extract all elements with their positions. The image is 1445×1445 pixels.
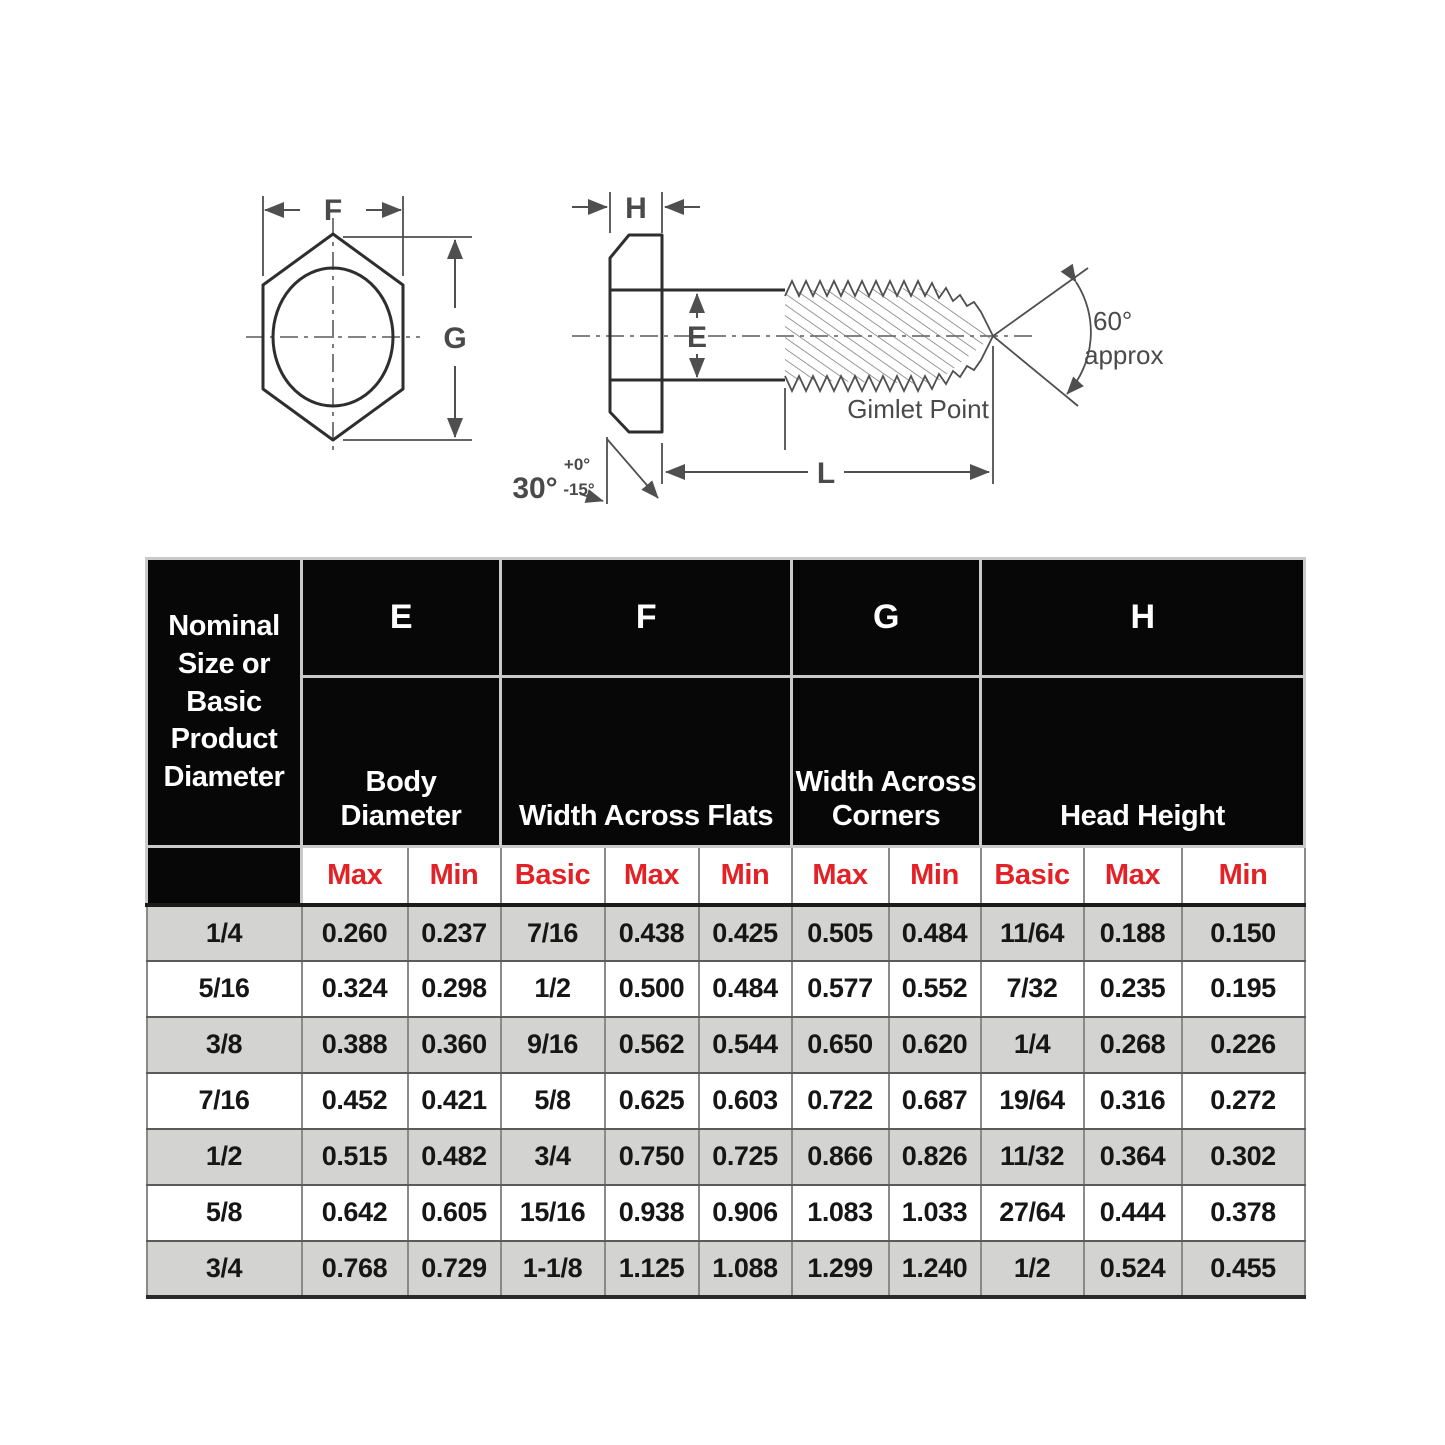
table-value-cell: 0.272 [1182,1073,1305,1129]
table-value-cell: 0.302 [1182,1129,1305,1185]
table-value-cell: 0.364 [1084,1129,1182,1185]
drawing-svg [140,150,1220,550]
table-row [147,1129,1305,1185]
table-value-cell: 0.268 [1084,1017,1182,1073]
label-G: G [443,322,467,355]
sub-header-label: Basic [981,847,1084,905]
table-value-cell: 0.620 [889,1017,981,1073]
table-value-cell: 0.687 [889,1073,981,1129]
table-value-cell: 15/16 [501,1185,605,1241]
group-name-width-across-corners: Width Across Corners [792,677,981,847]
sub-header-label: Max [605,847,699,905]
label-E: E [686,321,708,354]
sub-header-row [147,847,1305,905]
label-H: H [625,192,647,225]
table-value-cell: 0.452 [302,1073,408,1129]
group-header-F: F [501,559,792,677]
table-value-cell: 0.577 [792,961,889,1017]
table-value-cell: 0.725 [699,1129,792,1185]
table-value-cell: 0.388 [302,1017,408,1073]
table-value-cell: 27/64 [981,1185,1084,1241]
table-value-cell: 0.235 [1084,961,1182,1017]
sub-header-label: Max [792,847,889,905]
spec-table-body [147,905,1305,1297]
lag-screw-dimension-table [145,557,1306,1299]
head-side-outline [610,235,662,432]
table-value-cell: 0.195 [1182,961,1305,1017]
table-value-cell: 1.088 [699,1241,792,1297]
table-value-cell: 1/2 [501,961,605,1017]
row-nominal-size-cell: 1/4 [147,905,302,961]
label-60-degrees: 60° [1093,306,1133,336]
table-value-cell: 1.240 [889,1241,981,1297]
header-group-name-row [147,677,1305,847]
header-group-letter-row [147,559,1305,677]
table-row [147,961,1305,1017]
row-nominal-size-cell: 3/8 [147,1017,302,1073]
table-row [147,1241,1305,1297]
table-value-cell: 0.150 [1182,905,1305,961]
table-value-cell: 1.033 [889,1185,981,1241]
table-value-cell: 0.260 [302,905,408,961]
table-value-cell: 0.324 [302,961,408,1017]
label-30-degrees: 30° [512,472,558,505]
table-value-cell: 1.299 [792,1241,889,1297]
table-row [147,1185,1305,1241]
label-approx: approx [1084,340,1164,370]
table-value-cell: 0.482 [408,1129,501,1185]
table-value-cell: 0.425 [699,905,792,961]
label-tolerance-minus: -15° [563,480,595,499]
table-value-cell: 1.125 [605,1241,699,1297]
sub-header-label: Min [699,847,792,905]
table-value-cell: 0.515 [302,1129,408,1185]
label-L: L [816,457,836,490]
table-value-cell: 1/2 [981,1241,1084,1297]
table-value-cell: 0.722 [792,1073,889,1129]
table-value-cell: 0.421 [408,1073,501,1129]
head-chamfer-angle-annotation [512,437,658,505]
table-value-cell: 0.484 [889,905,981,961]
table-value-cell: 0.826 [889,1129,981,1185]
row-nominal-size-cell: 5/8 [147,1185,302,1241]
row-nominal-size-cell: 1/2 [147,1129,302,1185]
dimension-G [343,237,472,440]
table-value-cell: 7/16 [501,905,605,961]
sub-header-blank-cell [147,847,302,905]
table-value-cell: 0.484 [699,961,792,1017]
hex-head-front-view [246,218,420,456]
table-value-cell: 1-1/8 [501,1241,605,1297]
group-name-body-diameter: Body Diameter [302,677,501,847]
table-value-cell: 0.729 [408,1241,501,1297]
table-value-cell: 0.768 [302,1241,408,1297]
table-value-cell: 0.642 [302,1185,408,1241]
table-value-cell: 0.378 [1182,1185,1305,1241]
table-value-cell: 19/64 [981,1073,1084,1129]
table-value-cell: 0.938 [605,1185,699,1241]
table-value-cell: 0.505 [792,905,889,961]
table-value-cell: 11/64 [981,905,1084,961]
lag-screw-technical-drawing [140,150,1220,550]
group-name-width-across-flats: Width Across Flats [501,677,792,847]
table-value-cell: 0.562 [605,1017,699,1073]
table-row [147,1017,1305,1073]
sub-header-label: Max [1084,847,1182,905]
sub-header-label: Basic [501,847,605,905]
table-value-cell: 0.438 [605,905,699,961]
table-value-cell: 9/16 [501,1017,605,1073]
sub-header-label: Max [302,847,408,905]
table-value-cell: 0.226 [1182,1017,1305,1073]
row-nominal-size-cell: 3/4 [147,1241,302,1297]
sub-header-label: Min [408,847,501,905]
row-nominal-size-cell: 7/16 [147,1073,302,1129]
group-header-G: G [792,559,981,677]
table-value-cell: 0.500 [605,961,699,1017]
group-header-H: H [981,559,1305,677]
table-value-cell: 0.237 [408,905,501,961]
table-value-cell: 0.455 [1182,1241,1305,1297]
group-name-head-height: Head Height [981,677,1305,847]
table-value-cell: 0.650 [792,1017,889,1073]
table-value-cell: 0.750 [605,1129,699,1185]
sub-header-label: Min [1182,847,1305,905]
corner-header: Nominal Size or Basic Product Diameter [147,559,302,847]
label-F: F [323,194,343,227]
table-value-cell: 0.360 [408,1017,501,1073]
label-gimlet-point: Gimlet Point [847,394,989,424]
table-value-cell: 7/32 [981,961,1084,1017]
table-row [147,1073,1305,1129]
table-value-cell: 1/4 [981,1017,1084,1073]
table-value-cell: 3/4 [501,1129,605,1185]
table-value-cell: 0.316 [1084,1073,1182,1129]
table-value-cell: 0.544 [699,1017,792,1073]
dimension-H [572,192,700,233]
table-value-cell: 0.605 [408,1185,501,1241]
table-value-cell: 0.866 [792,1129,889,1185]
row-nominal-size-cell: 5/16 [147,961,302,1017]
table-value-cell: 0.625 [605,1073,699,1129]
table-value-cell: 0.552 [889,961,981,1017]
table-value-cell: 0.188 [1084,905,1182,961]
sub-header-label: Min [889,847,981,905]
group-header-E: E [302,559,501,677]
table-value-cell: 0.298 [408,961,501,1017]
table-value-cell: 0.906 [699,1185,792,1241]
table-row [147,905,1305,961]
dimension-E [687,294,707,377]
table-value-cell: 0.444 [1084,1185,1182,1241]
table-value-cell: 5/8 [501,1073,605,1129]
table-value-cell: 1.083 [792,1185,889,1241]
thread-hatching [785,288,993,384]
table-value-cell: 0.524 [1084,1241,1182,1297]
label-tolerance-plus: +0° [563,455,591,474]
table-value-cell: 11/32 [981,1129,1084,1185]
table-value-cell: 0.603 [699,1073,792,1129]
